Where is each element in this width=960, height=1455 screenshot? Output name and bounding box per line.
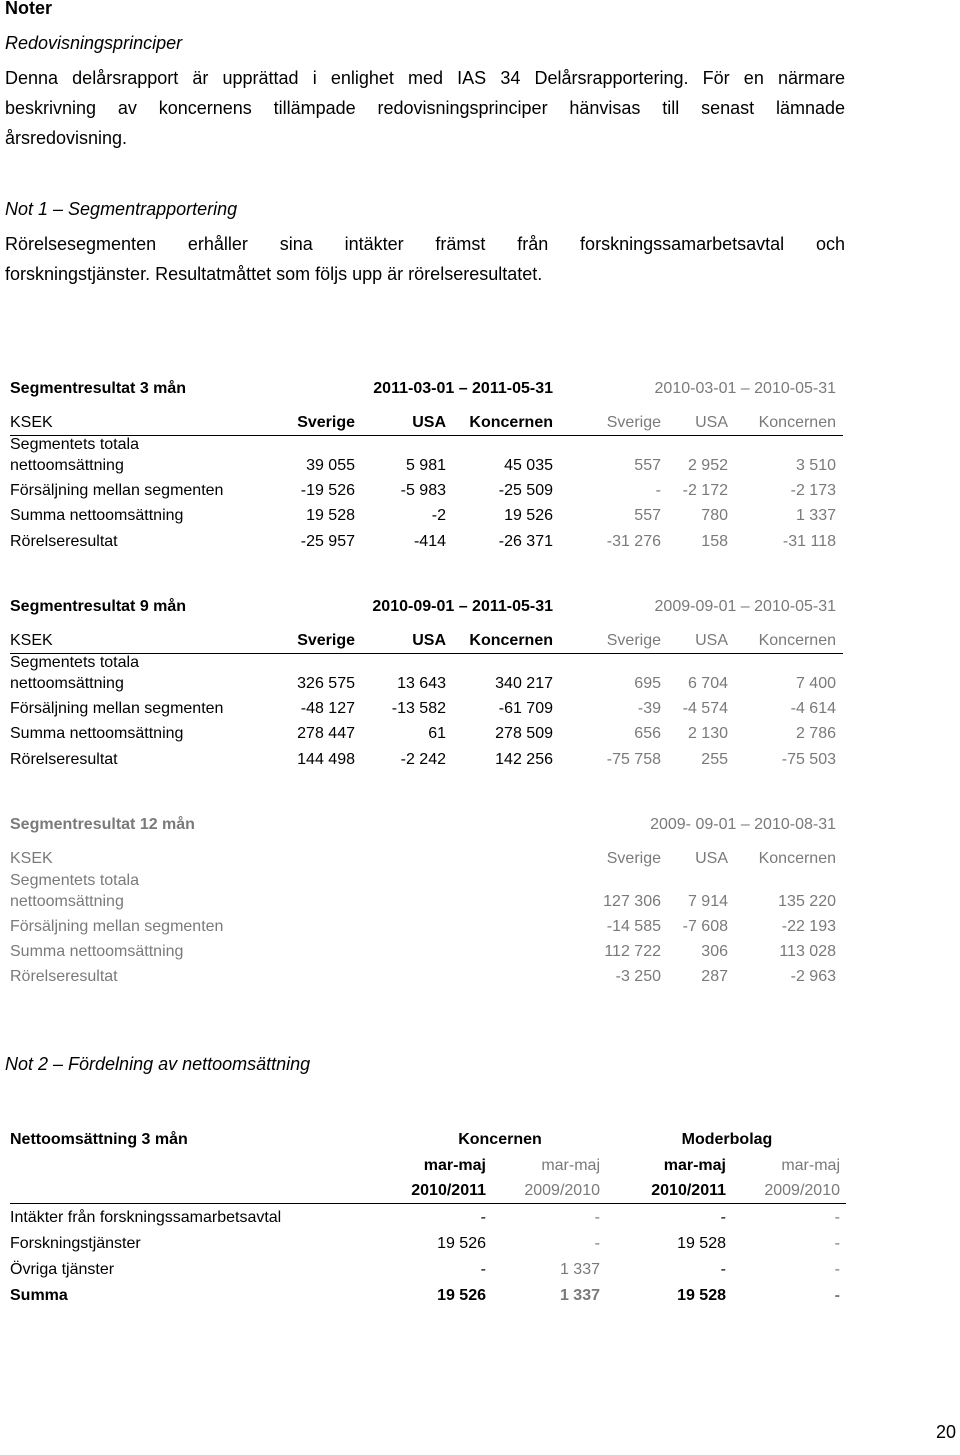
row-label: Forskningstjänster <box>10 1235 141 1252</box>
cell-value: -26 371 <box>498 533 553 550</box>
unit-label: KSEK <box>10 850 53 867</box>
cell-value: 557 <box>634 457 661 474</box>
table-title: Segmentresultat 9 mån <box>10 598 187 615</box>
cell-value: 1 337 <box>559 1261 600 1278</box>
row-label: Försäljning mellan segmenten <box>10 700 224 717</box>
col-header: Sverige <box>606 850 661 867</box>
cell-value: - <box>594 1235 600 1252</box>
cell-value: 3 510 <box>795 457 836 474</box>
row-label: Rörelseresultat <box>10 968 118 985</box>
row-label: Försäljning mellan segmenten <box>10 918 224 935</box>
cell-value: 61 <box>428 725 446 742</box>
cell-value: 19 526 <box>504 507 553 524</box>
col-header: Koncernen <box>758 850 836 867</box>
cell-value: 557 <box>634 507 661 524</box>
cell-value: -48 127 <box>300 700 355 717</box>
row-label: Övriga tjänster <box>10 1261 115 1278</box>
cell-value: 340 217 <box>495 675 553 692</box>
col-header: mar-maj <box>781 1157 840 1174</box>
col-header: USA <box>695 414 728 431</box>
col-header: 2009/2010 <box>524 1182 600 1199</box>
cell-value: -7 608 <box>682 918 728 935</box>
row-label: Summa <box>10 1287 68 1304</box>
page-number: 20 <box>935 1422 956 1442</box>
col-header: Koncernen <box>758 414 836 431</box>
cell-value: -2 963 <box>790 968 836 985</box>
col-header: 2010/2011 <box>651 1182 726 1199</box>
paragraph-line: Denna delårsrapport är upprättad i enlighet med IAS 34 Delårsrapportering. För en närmare <box>5 68 845 88</box>
table-title: Segmentresultat 3 mån <box>10 380 187 397</box>
col-header: USA <box>695 850 728 867</box>
cell-value: - <box>834 1261 840 1278</box>
cell-value: 2 786 <box>795 725 836 742</box>
cell-value: -61 709 <box>498 700 553 717</box>
cell-value: -2 172 <box>682 482 728 499</box>
col-header: Koncernen <box>469 632 553 649</box>
cell-value: 656 <box>634 725 661 742</box>
cell-value: -14 585 <box>606 918 661 935</box>
cell-value: 7 914 <box>687 893 728 910</box>
unit-label: KSEK <box>10 414 53 431</box>
row-label: Summa nettoomsättning <box>10 507 184 524</box>
row-label: nettoomsättning <box>10 457 124 474</box>
cell-value: 113 028 <box>779 943 836 960</box>
paragraph-line: beskrivning av koncernens tillämpade redovisningsprinciper hänvisas till senast lämnade <box>5 98 845 118</box>
cell-value: 695 <box>634 675 661 692</box>
note2-title: Not 2 – Fördelning av nettoomsättning <box>5 1054 311 1074</box>
cell-value: 255 <box>701 751 728 768</box>
cell-value: - <box>480 1261 486 1278</box>
col-header: USA <box>412 414 446 431</box>
cell-value: -75 503 <box>781 751 836 768</box>
col-header: Sverige <box>606 632 661 649</box>
row-label: Segmentets totala <box>10 872 139 889</box>
cell-value: - <box>720 1261 726 1278</box>
note1-paragraph <box>5 229 845 289</box>
col-header: USA <box>695 632 728 649</box>
cell-value: - <box>834 1287 840 1304</box>
table-title: Segmentresultat 12 mån <box>10 816 195 833</box>
col-header: Sverige <box>297 632 355 649</box>
page-heading: Noter <box>5 0 53 18</box>
cell-value: - <box>720 1209 726 1226</box>
paragraph-line: Rörelsesegmenten erhåller sina intäkter främst från forskningssamarbetsavtal och <box>5 234 845 254</box>
cell-value: -4 574 <box>682 700 728 717</box>
cell-value: 19 528 <box>677 1235 726 1252</box>
period-prior: 2009- 09-01 – 2010-08-31 <box>650 816 836 833</box>
row-label: Rörelseresultat <box>10 533 118 550</box>
cell-value: -4 614 <box>790 700 836 717</box>
note1-title: Not 1 – Segmentrapportering <box>5 199 238 219</box>
unit-label: KSEK <box>10 632 53 649</box>
col-header: Sverige <box>297 414 355 431</box>
cell-value: - <box>834 1235 840 1252</box>
row-label: Segmentets totala <box>10 654 139 671</box>
cell-value: -2 173 <box>790 482 836 499</box>
col-header: USA <box>412 632 446 649</box>
col-header: mar-maj <box>541 1157 600 1174</box>
cell-value: 278 509 <box>495 725 553 742</box>
group-header-koncernen: Koncernen <box>458 1131 542 1148</box>
col-header: mar-maj <box>423 1157 486 1174</box>
row-label: Intäkter från forskningssamarbetsavtal <box>10 1209 282 1226</box>
row-label: nettoomsättning <box>10 675 124 692</box>
col-header: Sverige <box>606 414 661 431</box>
cell-value: 780 <box>701 507 728 524</box>
period-current: 2011-03-01 – 2011-05-31 <box>373 380 553 397</box>
section-title-accounting-principles: Redovisningsprinciper <box>5 33 183 53</box>
cell-value: -13 582 <box>391 700 446 717</box>
group-header-moderbolag: Moderbolag <box>681 1131 773 1148</box>
cell-value: 6 704 <box>687 675 728 692</box>
cell-value: 1 337 <box>559 1287 600 1304</box>
cell-value: 135 220 <box>778 893 836 910</box>
accounting-principles-paragraph <box>5 63 845 153</box>
cell-value: - <box>655 482 661 499</box>
col-header: 2010/2011 <box>411 1182 486 1199</box>
cell-value: -2 <box>431 507 446 524</box>
cell-value: 158 <box>701 533 728 550</box>
cell-value: -22 193 <box>781 918 836 935</box>
cell-value: 19 528 <box>306 507 355 524</box>
col-header: Koncernen <box>758 632 836 649</box>
cell-value: 2 952 <box>687 457 728 474</box>
col-header: 2009/2010 <box>764 1182 840 1199</box>
period-prior: 2009-09-01 – 2010-05-31 <box>654 598 836 615</box>
cell-value: - <box>594 1209 600 1226</box>
cell-value: 39 055 <box>306 457 355 474</box>
col-header: mar-maj <box>663 1157 726 1174</box>
paragraph-line: forskningstjänster. Resultatmåttet som följs upp är rörelseresultatet. <box>5 264 543 284</box>
cell-value: -31 118 <box>782 533 836 550</box>
cell-value: -31 276 <box>606 533 661 550</box>
cell-value: - <box>834 1209 840 1226</box>
cell-value: 278 447 <box>297 725 355 742</box>
cell-value: -75 758 <box>606 751 661 768</box>
cell-value: -25 509 <box>498 482 553 499</box>
row-label: Summa nettoomsättning <box>10 943 184 960</box>
row-label: Rörelseresultat <box>10 751 118 768</box>
cell-value: -2 242 <box>400 751 446 768</box>
cell-value: 287 <box>701 968 728 985</box>
cell-value: -19 526 <box>300 482 355 499</box>
cell-value: 19 528 <box>677 1287 726 1304</box>
table-title: Nettoomsättning 3 mån <box>10 1131 188 1148</box>
header-rule <box>10 1203 846 1204</box>
row-label: Segmentets totala <box>10 436 139 453</box>
row-label: Försäljning mellan segmenten <box>10 482 224 499</box>
cell-value: 142 256 <box>495 751 553 768</box>
col-header: Koncernen <box>469 414 553 431</box>
cell-value: 45 035 <box>504 457 553 474</box>
period-current: 2010-09-01 – 2011-05-31 <box>372 598 553 615</box>
cell-value: -39 <box>637 700 661 717</box>
row-label: Summa nettoomsättning <box>10 725 184 742</box>
cell-value: 2 130 <box>687 725 728 742</box>
cell-value: - <box>480 1209 486 1226</box>
cell-value: 7 400 <box>795 675 836 692</box>
cell-value: -25 957 <box>300 533 355 550</box>
cell-value: 13 643 <box>397 675 446 692</box>
cell-value: 144 498 <box>297 751 355 768</box>
cell-value: 326 575 <box>297 675 355 692</box>
cell-value: 306 <box>701 943 728 960</box>
cell-value: 127 306 <box>603 893 661 910</box>
period-prior: 2010-03-01 – 2010-05-31 <box>654 380 836 397</box>
cell-value: 19 526 <box>437 1287 486 1304</box>
cell-value: -414 <box>413 533 446 550</box>
cell-value: -3 250 <box>615 968 661 985</box>
cell-value: 5 981 <box>405 457 446 474</box>
cell-value: 19 526 <box>437 1235 486 1252</box>
cell-value: -5 983 <box>400 482 446 499</box>
cell-value: 112 722 <box>604 943 661 960</box>
paragraph-line: årsredovisning. <box>5 128 128 148</box>
cell-value: 1 337 <box>795 507 836 524</box>
row-label: nettoomsättning <box>10 893 124 910</box>
